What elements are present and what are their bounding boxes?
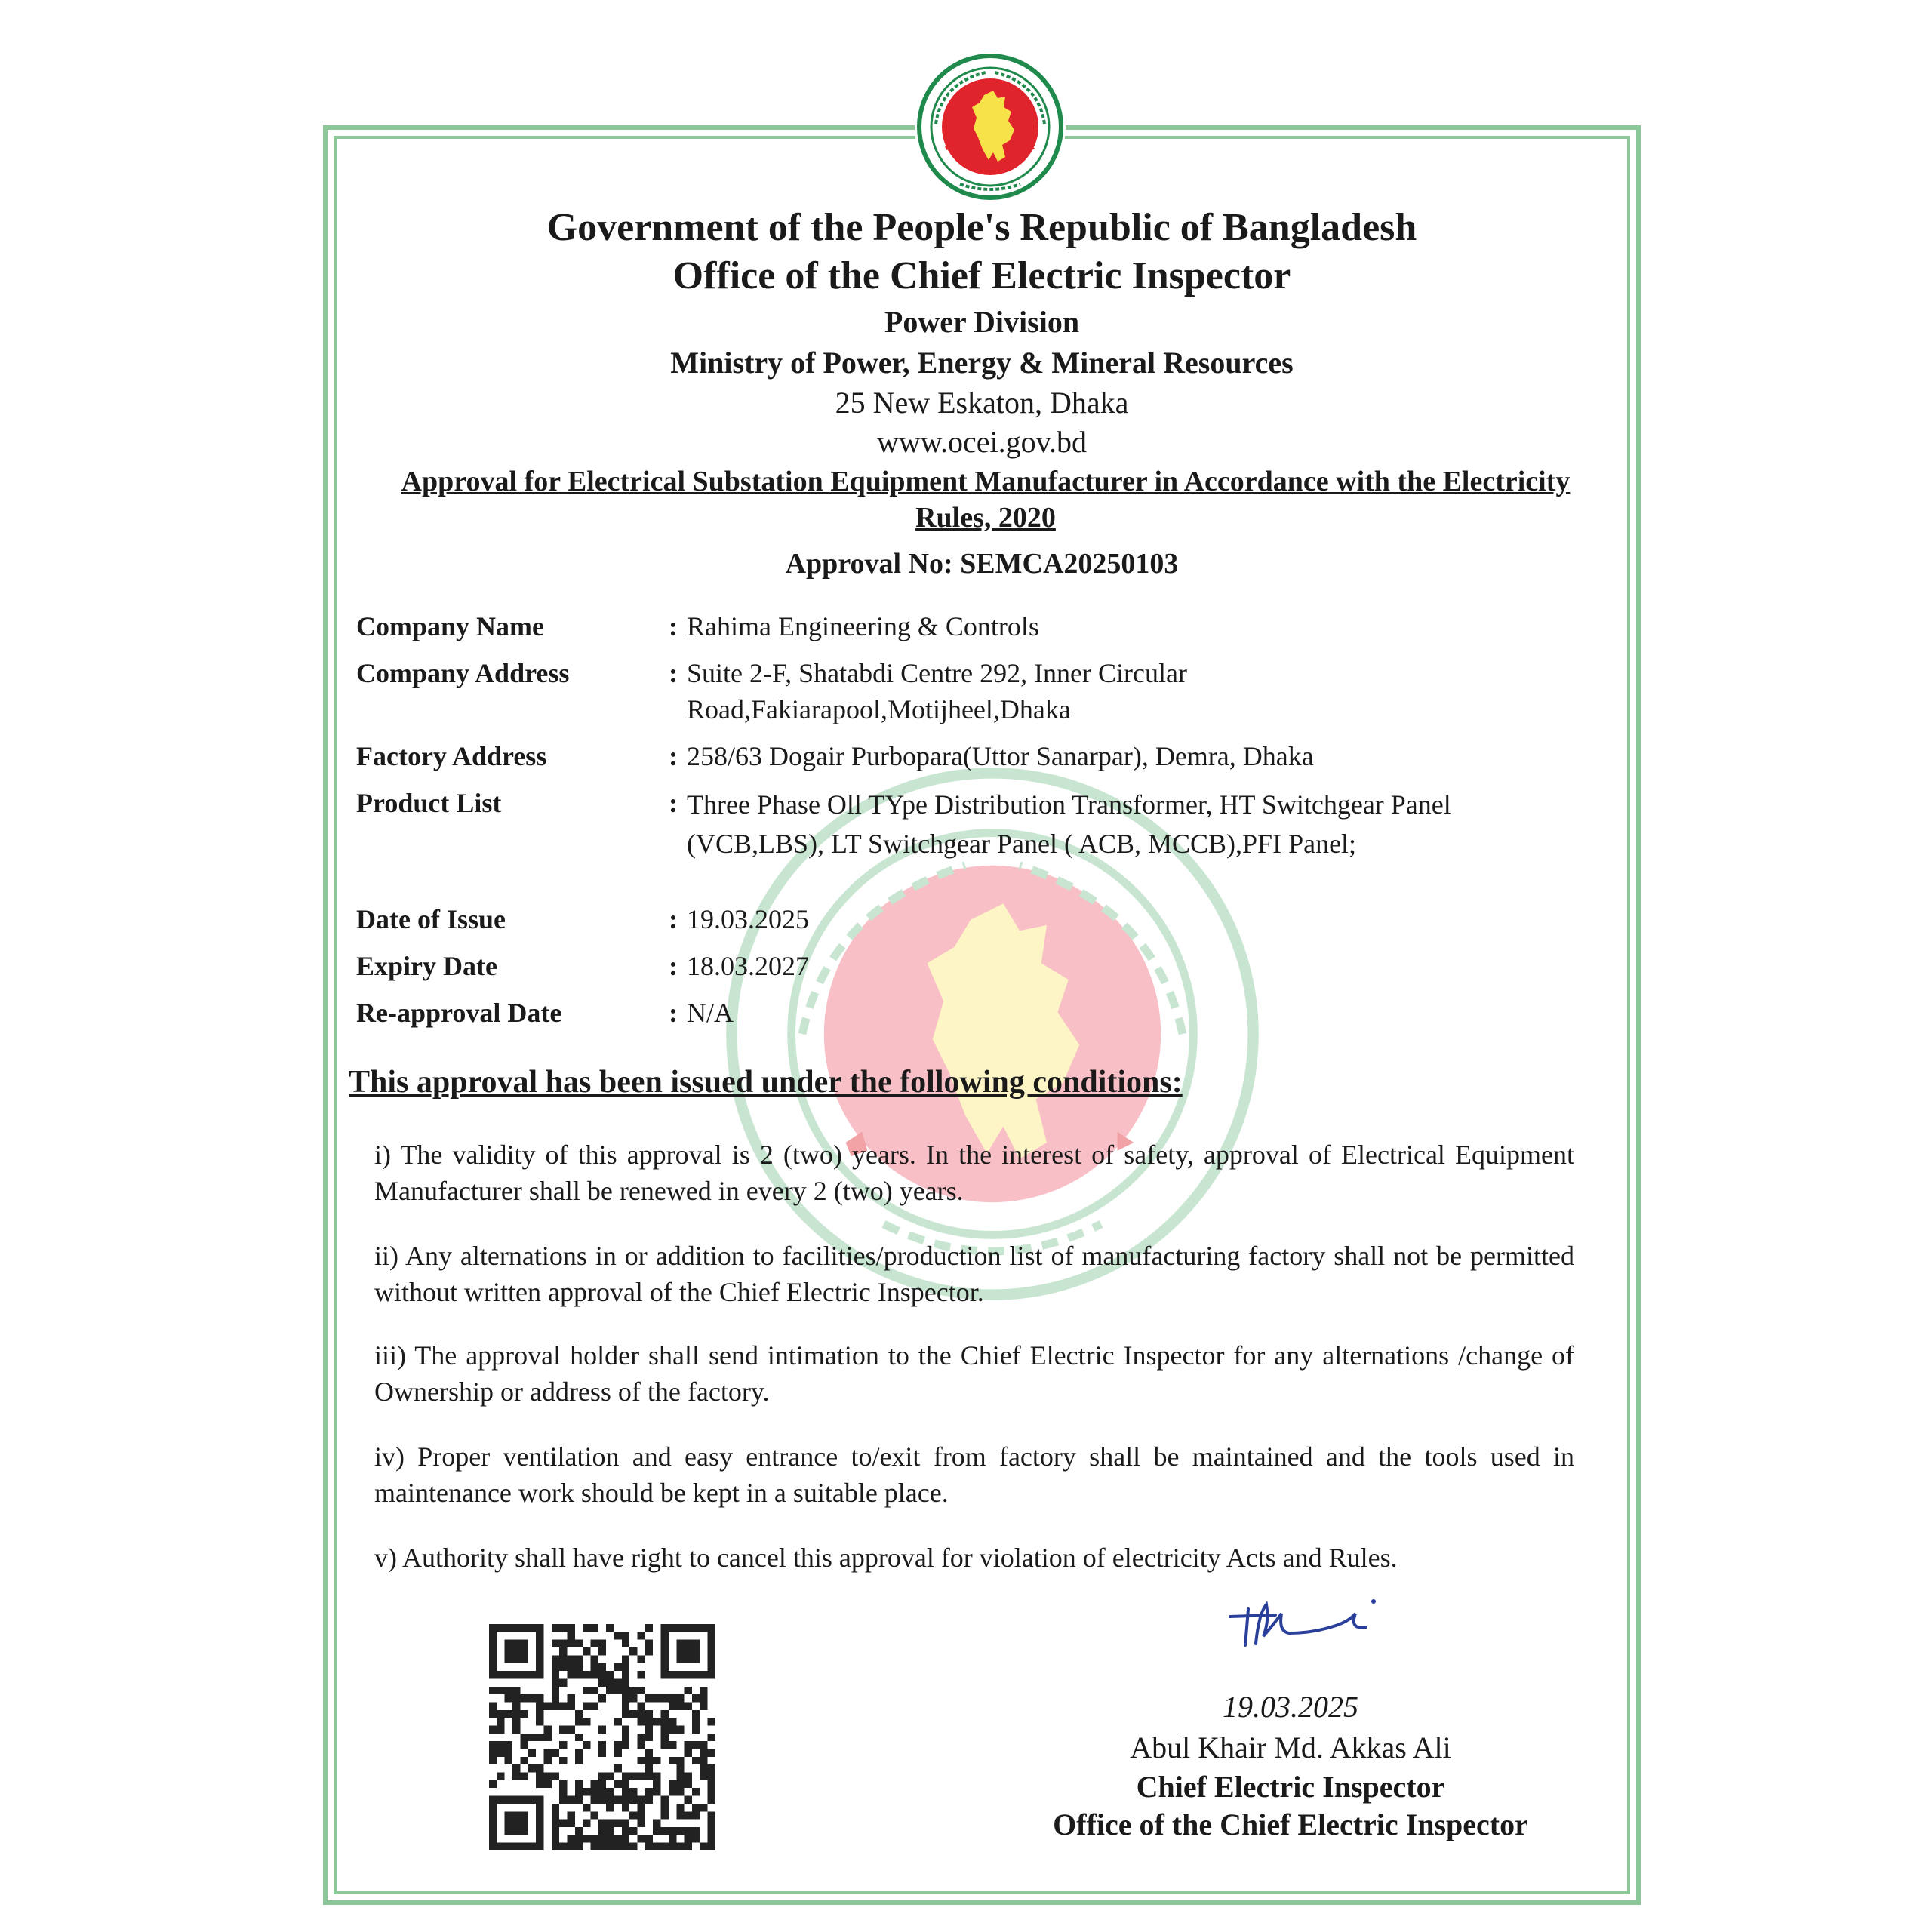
- website: www.ocei.gov.bd: [876, 425, 1088, 459]
- qr-code: [489, 1624, 715, 1850]
- condition-item: v) Authority shall have right to cancel this approval for violation of electricity Acts and Rules.: [374, 1543, 1398, 1573]
- signature-date: 19.03.2025: [1223, 1690, 1358, 1724]
- approval-title: Approval for Electrical Substation Equipment Manufacturer in Accordance with the Electricity Rules, 2020: [401, 466, 1571, 534]
- field-label: Date of Issue: [356, 904, 506, 934]
- field-label: Company Address: [356, 658, 570, 688]
- ministry-heading: Ministry of Power, Energy & Mineral Resources: [670, 346, 1294, 380]
- field-label: Company Name: [356, 611, 544, 641]
- field-colon: :: [669, 741, 678, 771]
- condition-item: ii) Any alternations in or addition to facilities/production list of manufacturing factory shall not be permitted without written approval of the Chief Electric Inspector.: [374, 1241, 1574, 1307]
- condition-item: iii) The approval holder shall send intimation to the Chief Electric Inspector for any alternations /change of Ownership or address of the factory.: [374, 1340, 1574, 1407]
- office-heading: Office of the Chief Electric Inspector: [672, 254, 1291, 297]
- field-colon: :: [669, 951, 678, 981]
- field-colon: :: [669, 788, 678, 818]
- field-value: 258/63 Dogair Purbopara(Uttor Sanarpar), Demra, Dhaka: [687, 741, 1314, 771]
- signatory-title: Chief Electric Inspector: [1136, 1770, 1445, 1804]
- division-heading: Power Division: [884, 305, 1080, 339]
- field-value: 19.03.2025: [687, 904, 809, 934]
- signature: [1223, 1591, 1389, 1659]
- condition-item: i) The validity of this approval is 2 (two) years. In the interest of safety, approval of Electrical Equipment Manufacturer shall be renewed in every 2 (two) years.: [374, 1140, 1574, 1206]
- government-heading: Government of the People's Republic of Bangladesh: [546, 206, 1417, 249]
- field-colon: :: [669, 904, 678, 934]
- government-seal: [915, 51, 1066, 202]
- conditions-title: This approval has been issued under the following conditions:: [349, 1065, 1183, 1100]
- field-label: Product List: [356, 788, 502, 818]
- signatory-office: Office of the Chief Electric Inspector: [1053, 1807, 1528, 1841]
- signatory-name: Abul Khair Md. Akkas Ali: [1130, 1730, 1451, 1764]
- field-label: Re-approval Date: [356, 998, 562, 1028]
- field-colon: :: [669, 658, 678, 688]
- condition-item: iv) Proper ventilation and easy entrance to/exit from factory shall be maintained and the tools used in maintenance work should be kept in a suitable place.: [374, 1441, 1574, 1508]
- field-value: Suite 2-F, Shatabdi Centre 292, Inner Circular Road,Fakiarapool,Motijheel,Dhaka: [687, 658, 1187, 724]
- field-label: Factory Address: [356, 741, 547, 771]
- field-colon: :: [669, 998, 678, 1028]
- approval-number: Approval No: SEMCA20250103: [785, 548, 1179, 580]
- field-value: Three Phase Oll TYpe Distribution Transformer, HT Switchgear Panel (VCB,LBS), LT Switchgear Panel ( ACB, MCCB),PFI Panel;: [687, 789, 1451, 859]
- field-colon: :: [669, 611, 678, 641]
- field-value: 18.03.2027: [687, 951, 809, 981]
- field-value: N/A: [687, 998, 734, 1028]
- field-label: Expiry Date: [356, 951, 497, 981]
- office-address: 25 New Eskaton, Dhaka: [835, 386, 1129, 420]
- field-value: Rahima Engineering & Controls: [687, 611, 1039, 641]
